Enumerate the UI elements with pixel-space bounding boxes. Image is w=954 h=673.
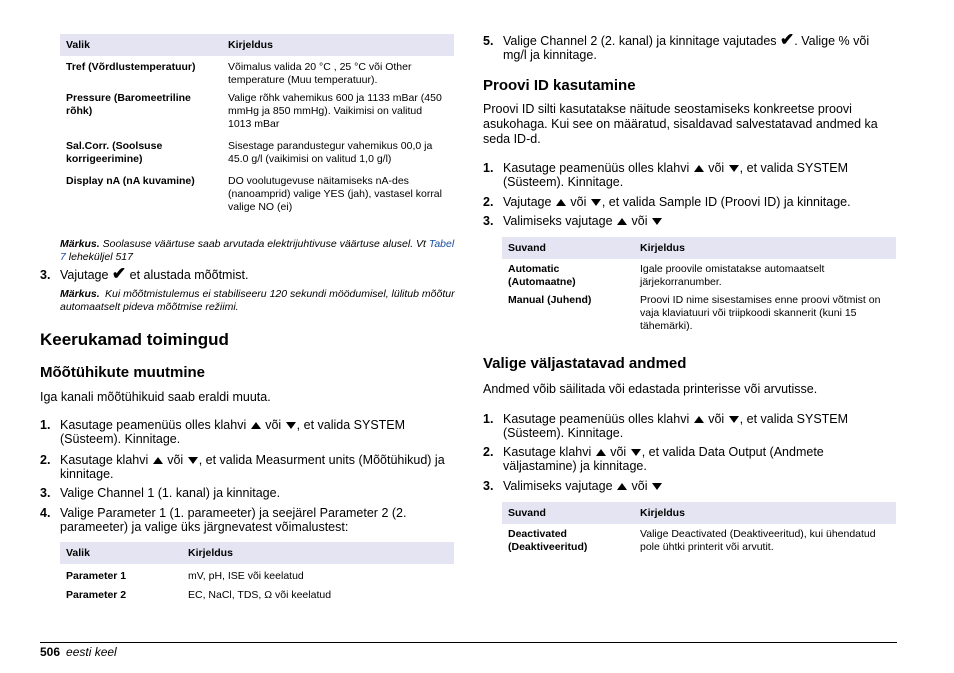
arrow-up-icon [694,416,704,423]
subsection-heading: Proovi ID kasutamine [483,77,636,94]
step-item [483,30,898,62]
option-name: Deactivated (Deaktiveeritud) [508,528,588,553]
options-table-1 [60,34,454,215]
table-header: Kirjeldus [634,502,896,524]
step-text: või [167,453,184,467]
option-name: Display nA (nA kuvamine) [66,175,195,187]
note-stabilization: Kui mõõtmistulemus ei stabiliseeru 120 sekundi möödumisel, lülitub mõõtur automaatselt pideva mõõtmise režiimi. [60,288,455,313]
options-table-2 [60,542,454,605]
arrow-down-icon [729,165,739,172]
step-item [483,195,898,209]
table-row [60,140,454,175]
step-number: 2. [483,195,494,209]
output-intro: Andmed võib säilitada või edastada printerisse või arvutisse. [483,382,818,396]
table-header: Kirjeldus [634,237,896,259]
step-number: 3. [483,214,494,228]
step-item [40,418,456,446]
table-header: Suvand [502,237,634,259]
section-heading: Keerukamad toimingud [40,330,229,349]
step-item [483,445,898,473]
step-number: 3. [483,479,494,493]
table-header: Valik [60,542,182,564]
option-name: Pressure (Baromeetriline rõhk) [66,92,191,117]
arrow-down-icon [652,483,662,490]
table-header: Suvand [502,502,634,524]
intro-text: Iga kanali mõõtühikuid saab eraldi muuta. [40,390,271,404]
step-text: , et valida SYSTEM [739,412,849,426]
step-text: Valige Channel 1 (1. kanal) ja kinnitage. [60,486,281,500]
arrow-down-icon [631,449,641,456]
step-number: 5. [483,34,494,48]
step-text: parameeter) ja valige üks järgnevatest võimalustest: [60,520,349,534]
subsection-heading: Valige väljastatavad andmed [483,355,687,372]
step-number: 1. [40,418,51,432]
option-description: Võimalus valida 20 °C , 25 °C või Other temperature (Muu temperatuur). [228,61,412,86]
arrow-down-icon [591,199,601,206]
footer-language: eesti keel [66,645,117,659]
intro-line: Proovi ID silti kasutatakse näitude seostamiseks konkreetse proovi [483,102,852,116]
step-text: või [265,418,282,432]
step-text: või [610,445,627,459]
sample-id-options-table [502,237,896,334]
option-description: Sisestage parandustegur vahemikus 00,0 ja 45.0 g/l (vaikimisi on valitud 1,0 g/l) [228,140,433,165]
option-name: Tref (Võrdlustemperatuur) [66,61,196,73]
arrow-up-icon [617,483,627,490]
option-description: Valige rõhk vahemikus 600 ja 1133 mBar (450 mmHg ja 850 mmHg). Vaikimisi on valitud 1013 mBar [228,92,442,130]
arrow-up-icon [596,449,606,456]
arrow-up-icon [251,422,261,429]
option-description: DO voolutugevuse näitamiseks nA-des (nanoamprid) valige YES (jah), vastasel korral valige NO (ei) [228,175,442,213]
step-text: või [708,412,725,426]
checkmark-icon: ✔ [111,264,127,283]
option-name: Parameter 1 [66,570,127,582]
table-header: Kirjeldus [182,542,454,564]
step-item [40,506,456,534]
step-text: . Valige % või [794,34,870,48]
note-text: Soolasuse väärtuse saab arvutada elektrijuhtivuse väärtuse alusel. Vt [102,238,426,250]
step-item [40,486,456,500]
step-text: Kasutage peamenüüs olles klahvi [503,161,690,175]
step-number: 2. [40,453,51,467]
intro-line: seda ID-d. [483,132,541,146]
option-name: Manual (Juhend) [508,294,592,306]
arrow-up-icon [153,457,163,464]
note-tail: leheküljel 517 [68,251,133,263]
step-text: Kasutage klahvi [60,453,149,467]
arrow-up-icon [556,199,566,206]
step-item [483,479,898,493]
table-row [60,175,454,215]
page-footer [40,645,117,659]
step-text: Valige Parameter 1 (1. parameeter) ja seejärel Parameter 2 (2. [60,506,407,520]
step-number: 3. [40,486,51,500]
step-text: , et valida Measurment units (Mõõtühikud) ja [198,453,445,467]
step-number: 1. [483,161,494,175]
sample-intro [483,102,898,147]
step-text: Valimiseks vajutage [503,479,613,493]
step-text: , et valida SYSTEM [296,418,406,432]
arrow-up-icon [617,218,627,225]
step-number: 3. [40,268,51,282]
step-text: Valige Channel 2 (2. kanal) ja kinnitage vajutades [503,34,777,48]
step-item [483,412,898,440]
table-row [60,587,454,605]
step-text: (Süsteem). Kinnitage. [503,426,624,440]
step-text: või [570,195,587,209]
page-number: 506 [40,645,61,659]
table-row [60,564,454,587]
table-row [60,56,454,92]
option-name: Sal.Corr. (Soolsuse korrigeerimine) [66,140,163,165]
arrow-down-icon [652,218,662,225]
subsection-heading: Mõõtühikute muutmine [40,364,205,381]
step-number: 2. [483,445,494,459]
step-text: Valimiseks vajutage [503,214,613,228]
note-salinity [60,238,456,264]
arrow-up-icon [694,165,704,172]
step-text: mg/l ja kinnitage. [503,48,597,62]
step-text: , et valida Data Output (Andmete [641,445,824,459]
step-text: et alustada mõõtmist. [129,268,249,282]
step-text: Vajutage [60,268,109,282]
arrow-down-icon [729,416,739,423]
option-description: EC, NaCl, TDS, Ω või keelatud [188,589,332,601]
step-text: (Süsteem). Kinnitage. [503,175,624,189]
step-text: , et valida SYSTEM [739,161,849,175]
arrow-down-icon [188,457,198,464]
table-row [502,294,896,334]
table-row [502,259,896,294]
step-text: Vajutage [503,195,552,209]
step-text: või [631,214,648,228]
option-name: Automatic (Automaatne) [508,263,576,288]
step-item [483,161,898,189]
note-label: Märkus. [60,238,100,250]
table-row [502,524,896,559]
option-description: mV, pH, ISE või keelatud [188,570,304,582]
step-text: või [708,161,725,175]
step-number: 4. [40,506,51,520]
step-item [483,214,898,228]
step-text: , et valida Sample ID (Proovi ID) ja kinnitage. [601,195,851,209]
footer-divider [40,642,897,643]
option-description: Proovi ID nime sisestamises enne proovi võtmist on vaja klaviatuuri või triipkoodi skannerit (kuni 15 tähemärki). [640,294,881,332]
option-name: Parameter 2 [66,589,127,601]
step-text: kinnitage. [60,467,114,481]
option-description: Igale proovile omistatakse automaatselt järjekorranumber. [640,263,825,288]
arrow-down-icon [286,422,296,429]
step-text: või [631,479,648,493]
step-text: Kasutage klahvi [503,445,592,459]
step-text: (Süsteem). Kinnitage. [60,432,181,446]
step-text: Kasutage peamenüüs olles klahvi [503,412,690,426]
table-header: Valik [60,34,222,56]
table-link[interactable]: Tabel 7 [60,238,455,263]
data-output-options-table [502,502,896,559]
step-text: Kasutage peamenüüs olles klahvi [60,418,247,432]
step-number: 1. [483,412,494,426]
step-start-measurement [40,264,456,284]
intro-line: asukohaga. Kui see on määratud, sisaldavad salvestatavad andmed ka [483,117,878,131]
table-row [60,92,454,140]
checkmark-icon: ✔ [780,30,795,49]
step-item [40,453,456,481]
option-description: Valige Deactivated (Deaktiveeritud), kui ühendatud pole ühtki printerit või arvutit. [640,528,876,553]
table-header: Kirjeldus [222,34,454,56]
note-label: Märkus. [60,288,103,301]
step-text: väljastamine) ja kinnitage. [503,459,647,473]
